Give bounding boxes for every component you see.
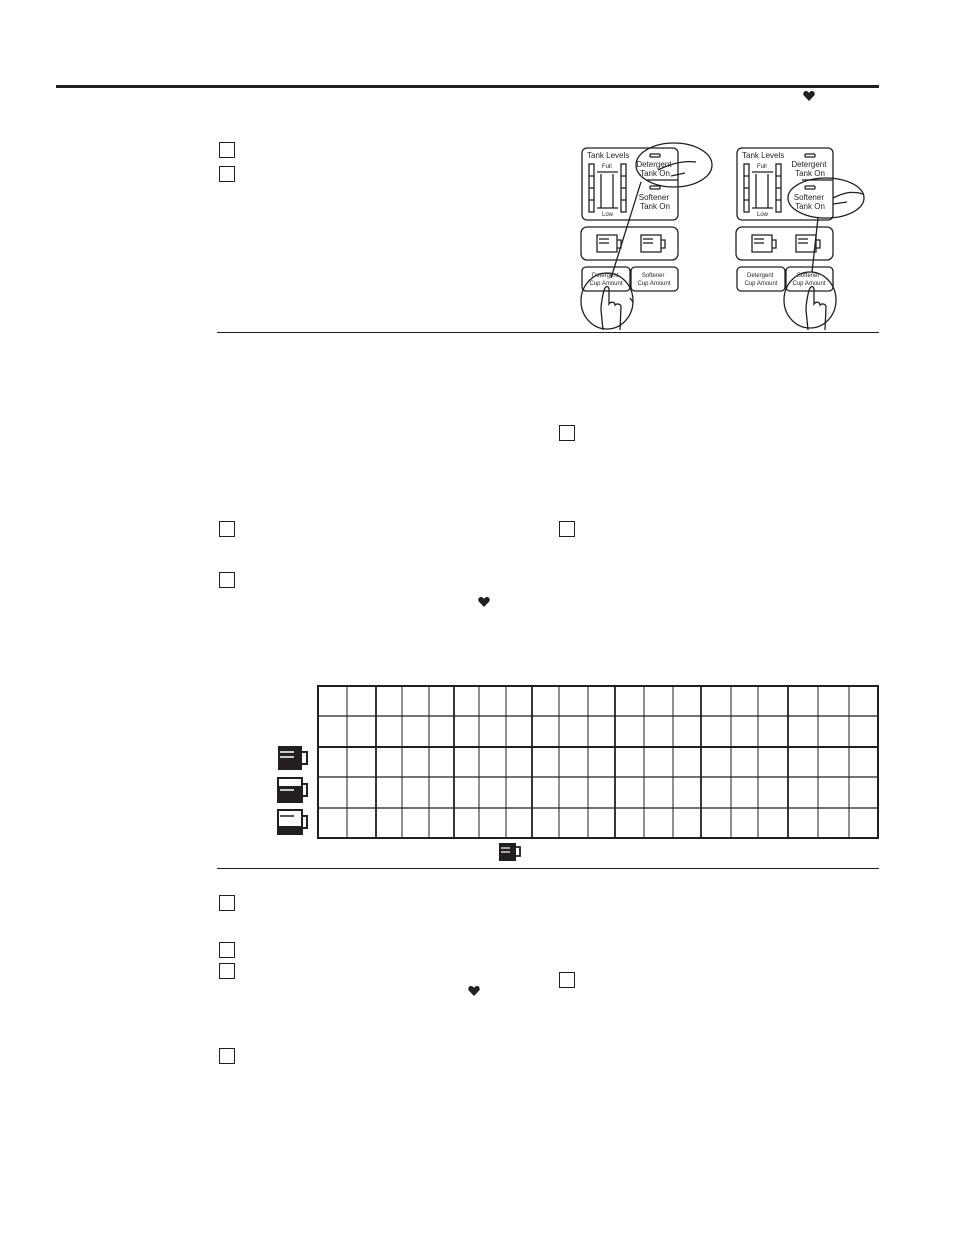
heart-icon [478,596,490,608]
full-label: Full [757,164,767,170]
heart-icon [803,90,815,102]
step-checkbox [219,572,235,588]
detergent-cup-amount-label: Detergent Cup Amount [589,273,623,287]
detergent-tank-on-label: Detergent Tank On [791,160,827,178]
section-rule [217,332,879,333]
softener-tank-on-label: Softener Tank On [638,193,670,211]
header-rule [56,85,879,88]
step-checkbox [219,942,235,958]
control-panel-diagram-detergent [575,140,720,330]
measuring-cup-small-icon [498,842,522,862]
tank-levels-label: Tank Levels [587,151,630,160]
heart-icon [468,985,480,997]
step-checkbox [219,166,235,182]
measuring-cup-full-icon [276,744,310,772]
step-checkbox [559,425,575,441]
step-checkbox [219,521,235,537]
step-checkbox [559,521,575,537]
section-rule [217,868,879,869]
control-panel-diagram-softener [730,140,875,330]
measuring-cup-medium-icon [276,776,310,804]
step-checkbox [219,1048,235,1064]
softener-cup-amount-label: Softener Cup Amount [637,273,671,287]
detergent-cup-amount-label: Detergent Cup Amount [744,273,778,287]
tank-levels-label: Tank Levels [742,151,785,160]
softener-cup-amount-label: Softener Cup Amount [792,273,826,287]
detergent-tank-on-label: Detergent Tank On [636,160,672,178]
full-label: Full [602,164,612,170]
low-label: Low [602,212,614,218]
step-checkbox [219,963,235,979]
settings-table [317,685,879,839]
low-label: Low [757,212,769,218]
measuring-cup-low-icon [276,808,310,836]
softener-tank-on-label: Softener Tank On [793,193,825,211]
step-checkbox [559,972,575,988]
step-checkbox [219,895,235,911]
step-checkbox [219,142,235,158]
